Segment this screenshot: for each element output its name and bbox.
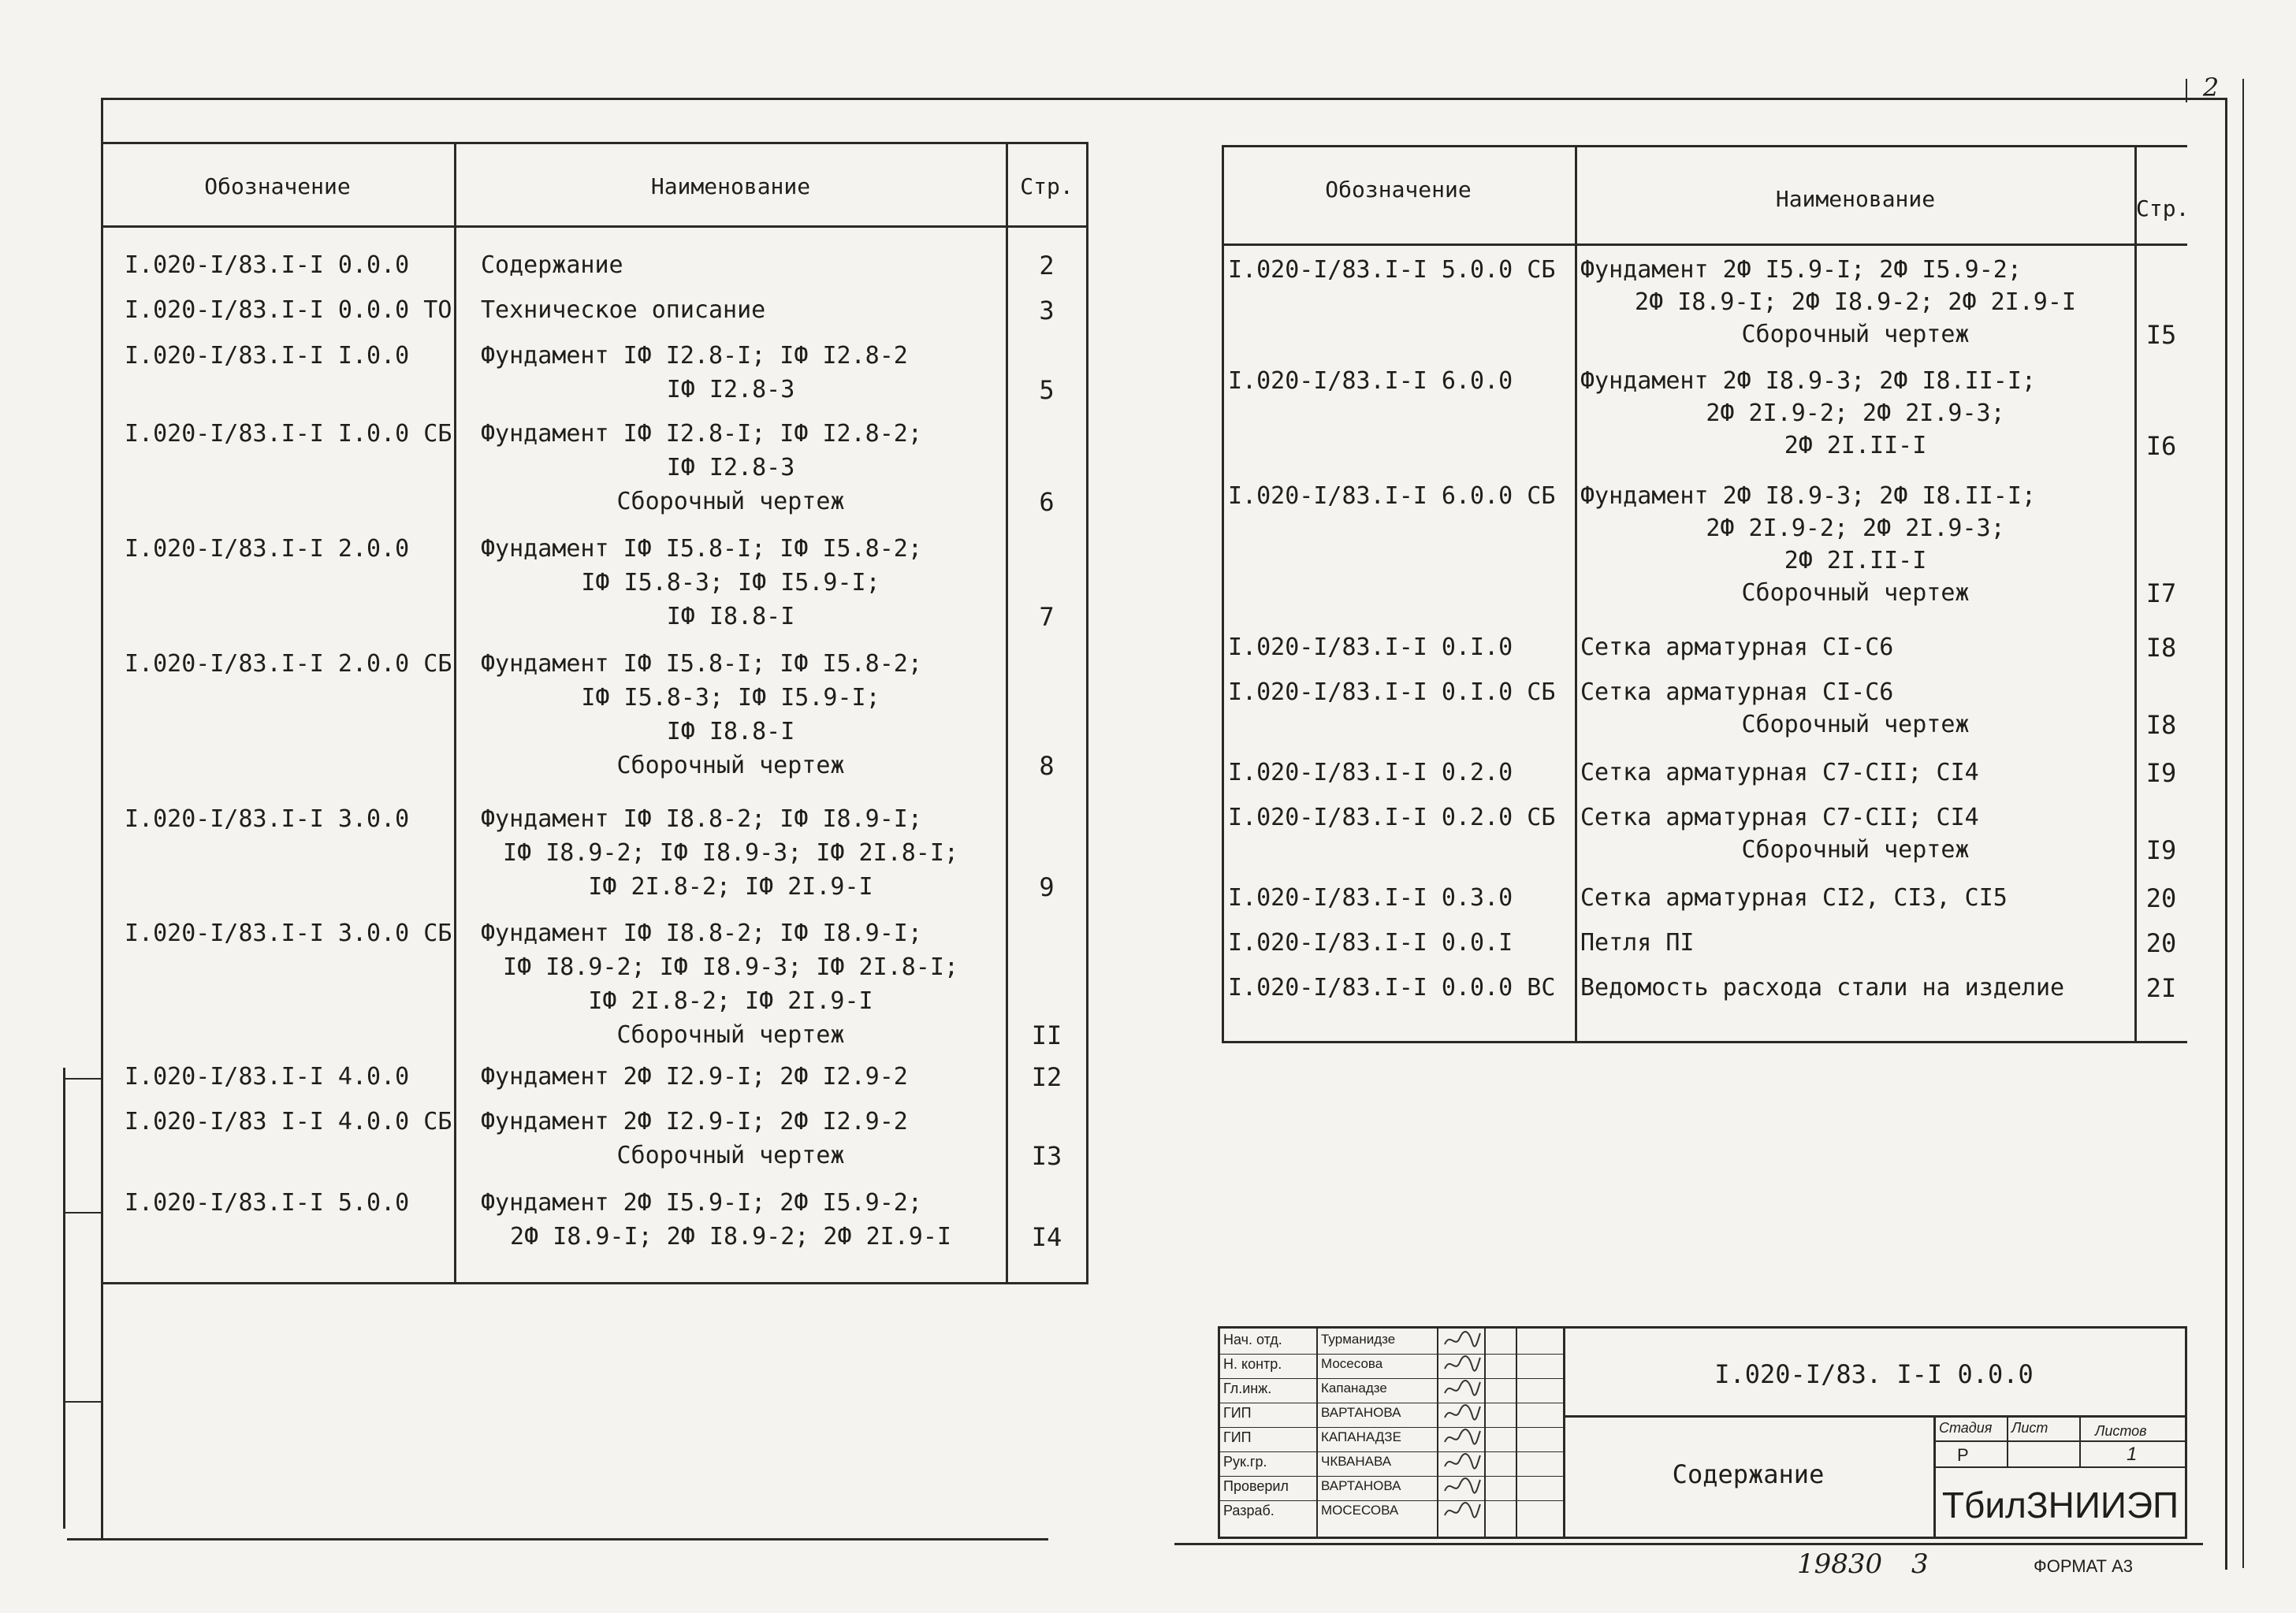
left-row-name-line: IФ I8.8-I <box>666 718 795 745</box>
right-row-name-line: Сетка арматурная C7-CII; CI4 <box>1580 804 1979 831</box>
left-row-name-line: IФ 2I.8-2; IФ 2I.9-I <box>588 987 873 1015</box>
right-row-designation: I.020-I/83.I-I 0.0.I <box>1228 929 1513 957</box>
right-row-page: I7 <box>2145 578 2177 608</box>
signer-name: ВАРТАНОВА <box>1321 1405 1401 1420</box>
left-row-name-line: Сборочный чертеж <box>616 1142 845 1169</box>
right-row-designation: I.020-I/83.I-I 0.3.0 <box>1228 884 1513 912</box>
right-contents-table <box>1222 145 2190 1043</box>
signer-name: ЧКВАНАВА <box>1321 1454 1392 1469</box>
inventory-number: 19830 <box>1797 1548 1883 1580</box>
stage-hline <box>1933 1440 2185 1442</box>
left-row-name-line: Фундамент IФ I5.8-I; IФ I5.8-2; <box>481 650 922 678</box>
right-row-page: I5 <box>2145 320 2177 350</box>
stage-vline <box>2007 1415 2008 1466</box>
left-row-name-line: 2Ф I8.9-I; 2Ф I8.9-2; 2Ф 2I.9-I <box>510 1223 951 1251</box>
left-row-designation: I.020-I/83 I-I 4.0.0 СБ <box>125 1108 452 1135</box>
stage-value: Р <box>1957 1445 1969 1465</box>
left-row-name-line: IФ I8.9-2; IФ I8.9-3; IФ 2I.8-I; <box>503 839 958 867</box>
right-table-top <box>1222 145 2187 147</box>
signature-mark <box>1442 1500 1482 1526</box>
left-header-page: Стр. <box>1020 173 1074 199</box>
right-row-name-line: Сборочный чертеж <box>1741 836 1970 864</box>
format-label: ФОРМАТ А3 <box>2034 1556 2134 1576</box>
signature-mark <box>1442 1353 1482 1380</box>
left-row-name-line: Фундамент IФ I2.8-I; IФ I2.8-2 <box>481 342 908 370</box>
right-row-page: I8 <box>2145 633 2177 663</box>
left-row-designation: I.020-I/83.I-I I.0.0 СБ <box>125 420 452 448</box>
sheet-label: Лист <box>2011 1420 2049 1436</box>
right-row-designation: I.020-I/83.I-I 6.0.0 СБ <box>1228 482 1556 510</box>
signer-row-line <box>1220 1354 1563 1355</box>
left-row-name-line: IФ I2.8-3 <box>666 376 795 403</box>
signer-role: Н. контр. <box>1223 1356 1282 1372</box>
left-row-name-line: Техническое описание <box>481 296 766 324</box>
signer-name: КАПАНАДЗЕ <box>1321 1429 1401 1444</box>
signature-mark <box>1442 1451 1482 1477</box>
signer-role: Гл.инж. <box>1223 1381 1272 1396</box>
left-row-name-line: IФ 2I.8-2; IФ 2I.9-I <box>588 873 873 901</box>
title-block <box>1218 1326 2187 1539</box>
left-table-col-divider <box>1006 142 1008 1284</box>
frame-top-line <box>101 98 2227 100</box>
left-header-designation: Обозначение <box>204 173 351 199</box>
right-row-name-line: Ведомость расхода стали на изделие <box>1580 974 2065 1002</box>
right-row-page: 20 <box>2145 928 2177 958</box>
signer-name: ВАРТАНОВА <box>1321 1478 1401 1493</box>
left-row-page: II <box>1031 1020 1062 1050</box>
signer-row-line <box>1220 1500 1563 1501</box>
left-row-designation: I.020-I/83.I-I 4.0.0 <box>125 1063 410 1091</box>
right-row-page: I9 <box>2145 758 2177 788</box>
signature-mark <box>1442 1377 1482 1404</box>
left-row-designation: I.020-I/83.I-I 0.0.0 ТО <box>125 296 452 324</box>
signer-role: Рук.гр. <box>1223 1454 1267 1470</box>
right-row-name-line: 2Ф 2I.II-I <box>1784 547 1927 574</box>
left-row-name-line: Сборочный чертеж <box>616 1021 845 1049</box>
sheet-number: 2 <box>2202 72 2220 102</box>
stage-hline <box>1933 1466 2185 1468</box>
right-row-designation: I.020-I/83.I-I 0.2.0 СБ <box>1228 804 1556 831</box>
right-row-name-line: Сборочный чертеж <box>1741 711 1970 738</box>
right-row-name-line: Сетка арматурная CI-C6 <box>1580 678 1894 706</box>
left-row-page: 2 <box>1039 251 1055 281</box>
left-row-page: 3 <box>1039 295 1055 325</box>
signer-col-line <box>1516 1329 1517 1537</box>
left-table-bottom <box>101 1282 1088 1284</box>
right-row-page: 20 <box>2145 883 2177 913</box>
signer-role: ГИП <box>1223 1429 1252 1445</box>
right-row-name-line: 2Ф 2I.9-2; 2Ф 2I.9-3; <box>1706 515 2005 542</box>
right-row-name-line: Сетка арматурная CI2, CI3, CI5 <box>1580 884 2008 912</box>
signature-mark <box>1442 1475 1482 1502</box>
left-row-name-line: Фундамент 2Ф I2.9-I; 2Ф I2.9-2 <box>481 1063 908 1091</box>
left-row-page: 8 <box>1039 751 1055 781</box>
right-row-name-line: Сборочный чертеж <box>1741 579 1970 607</box>
frame-right-outer-line <box>2242 79 2244 1568</box>
left-contents-table <box>101 142 1088 1284</box>
organization-name: ТбилЗНИИЭП <box>1941 1485 2179 1526</box>
signature-mark <box>1442 1329 1482 1355</box>
left-table-top <box>101 142 1088 144</box>
right-row-designation: I.020-I/83.I-I 0.I.0 СБ <box>1228 678 1556 706</box>
right-row-name-line: Сборочный чертеж <box>1741 321 1970 348</box>
right-row-page: I6 <box>2145 431 2177 461</box>
left-row-page: 6 <box>1039 487 1055 517</box>
right-header-name: Наименование <box>1775 186 1936 212</box>
binding-strip-tick <box>63 1401 102 1403</box>
left-row-name-line: Фундамент IФ I2.8-I; IФ I2.8-2; <box>481 420 922 448</box>
left-row-page: I3 <box>1031 1141 1062 1171</box>
signature-mark <box>1442 1402 1482 1429</box>
left-row-designation: I.020-I/83.I-I 2.0.0 СБ <box>125 650 452 678</box>
left-row-name-line: Фундамент 2Ф I5.9-I; 2Ф I5.9-2; <box>481 1189 922 1217</box>
title-doc-name: Содержание <box>1672 1459 1825 1489</box>
left-row-page: 5 <box>1039 375 1055 405</box>
sheets-value: 1 <box>2127 1444 2138 1465</box>
title-doc-code: I.020-I/83. I-I 0.0.0 <box>1714 1359 2034 1389</box>
left-row-designation: I.020-I/83.I-I 3.0.0 СБ <box>125 920 452 947</box>
signer-name: МОСЕСОВА <box>1321 1503 1399 1518</box>
right-row-designation: I.020-I/83.I-I 6.0.0 <box>1228 367 1513 395</box>
right-row-designation: I.020-I/83.I-I 0.0.0 ВС <box>1228 974 1556 1002</box>
right-row-name-line: Фундамент 2Ф I5.9-I; 2Ф I5.9-2; <box>1580 256 2022 284</box>
stage-vline <box>2079 1415 2081 1466</box>
right-row-name-line: Фундамент 2Ф I8.9-3; 2Ф I8.II-I; <box>1580 482 2036 510</box>
right-table-left-edge <box>1222 145 1224 1043</box>
left-row-name-line: IФ I2.8-3 <box>666 454 795 481</box>
copy-number: 3 <box>1911 1548 1929 1580</box>
right-header-page: Стр. <box>2136 195 2190 221</box>
signer-role: Нач. отд. <box>1223 1332 1282 1347</box>
signer-name: Капанадзе <box>1321 1381 1387 1396</box>
right-header-designation: Обозначение <box>1325 177 1472 203</box>
left-row-page: I4 <box>1031 1222 1062 1252</box>
signer-col-line <box>1316 1329 1318 1537</box>
stage-label: Стадия <box>1939 1420 1993 1436</box>
left-row-name-line: Фундамент IФ I8.8-2; IФ I8.9-I; <box>481 805 922 833</box>
left-row-name-line: IФ I8.8-I <box>666 603 795 630</box>
left-row-designation: I.020-I/83.I-I 3.0.0 <box>125 805 410 833</box>
signer-col-line <box>1484 1329 1486 1537</box>
signer-row-line <box>1220 1451 1563 1452</box>
signature-mark <box>1442 1426 1482 1453</box>
signer-name: Мосесова <box>1321 1356 1383 1371</box>
right-row-page: 2I <box>2145 973 2177 1003</box>
left-row-designation: I.020-I/83.I-I I.0.0 <box>125 342 410 370</box>
frame-bottom-line-right <box>1174 1543 2203 1545</box>
left-row-designation: I.020-I/83.I-I 2.0.0 <box>125 535 410 563</box>
binding-strip-tick <box>63 1212 102 1213</box>
signer-row-line <box>1220 1378 1563 1379</box>
left-table-right-edge <box>1086 142 1088 1284</box>
left-row-name-line: IФ I8.9-2; IФ I8.9-3; IФ 2I.8-I; <box>503 953 958 981</box>
right-row-name-line: 2Ф 2I.9-2; 2Ф 2I.9-3; <box>1706 400 2005 427</box>
left-row-name-line: Фундамент IФ I5.8-I; IФ I5.8-2; <box>481 535 922 563</box>
signer-row-line <box>1220 1427 1563 1428</box>
binding-strip-line <box>63 1068 65 1529</box>
left-row-designation: I.020-I/83.I-I 5.0.0 <box>125 1189 410 1217</box>
signer-col-line <box>1437 1329 1438 1537</box>
left-row-name-line: Сборочный чертеж <box>616 488 845 515</box>
right-row-designation: I.020-I/83.I-I 0.I.0 <box>1228 634 1513 661</box>
title-block-hline <box>1563 1415 2185 1418</box>
left-row-name-line: Сборочный чертеж <box>616 752 845 779</box>
right-row-page: I9 <box>2145 835 2177 865</box>
left-table-header-bottom <box>101 225 1088 228</box>
right-row-name-line: Фундамент 2Ф I8.9-3; 2Ф I8.II-I; <box>1580 367 2036 395</box>
signer-row-line <box>1220 1476 1563 1477</box>
right-row-name-line: Сетка арматурная C7-CII; CI4 <box>1580 759 1979 786</box>
right-table-bottom <box>1222 1041 2187 1043</box>
right-row-name-line: Сетка арматурная CI-C6 <box>1580 634 1894 661</box>
left-row-name-line: Содержание <box>481 251 623 279</box>
left-row-page: I2 <box>1031 1062 1062 1092</box>
left-row-name-line: IФ I5.8-3; IФ I5.9-I; <box>581 684 880 712</box>
left-row-name-line: Фундамент 2Ф I2.9-I; 2Ф I2.9-2 <box>481 1108 908 1135</box>
right-row-designation: I.020-I/83.I-I 0.2.0 <box>1228 759 1513 786</box>
frame-right-line <box>2225 98 2227 1570</box>
left-row-page: 9 <box>1039 872 1055 902</box>
signer-name: Турманидзе <box>1321 1332 1396 1347</box>
left-row-page: 7 <box>1039 602 1055 632</box>
right-row-name-line: 2Ф 2I.II-I <box>1784 432 1927 459</box>
left-header-name: Наименование <box>650 173 811 199</box>
right-table-header-bottom <box>1222 243 2187 246</box>
binding-strip-tick <box>63 1078 102 1080</box>
signer-role: Разраб. <box>1223 1503 1275 1518</box>
signer-role: Проверил <box>1223 1478 1289 1494</box>
right-row-page: I8 <box>2145 710 2177 740</box>
right-row-name-line: Петля ПI <box>1580 929 1695 957</box>
frame-bottom-line-left <box>67 1538 1048 1541</box>
sheets-label: Листов <box>2095 1423 2147 1439</box>
right-row-name-line: 2Ф I8.9-I; 2Ф I8.9-2; 2Ф 2I.9-I <box>1635 288 2076 316</box>
left-row-designation: I.020-I/83.I-I 0.0.0 <box>125 251 410 279</box>
signer-role: ГИП <box>1223 1405 1252 1421</box>
left-row-name-line: IФ I5.8-3; IФ I5.9-I; <box>581 569 880 597</box>
left-row-name-line: Фундамент IФ I8.8-2; IФ I8.9-I; <box>481 920 922 947</box>
right-row-designation: I.020-I/83.I-I 5.0.0 СБ <box>1228 256 1556 284</box>
